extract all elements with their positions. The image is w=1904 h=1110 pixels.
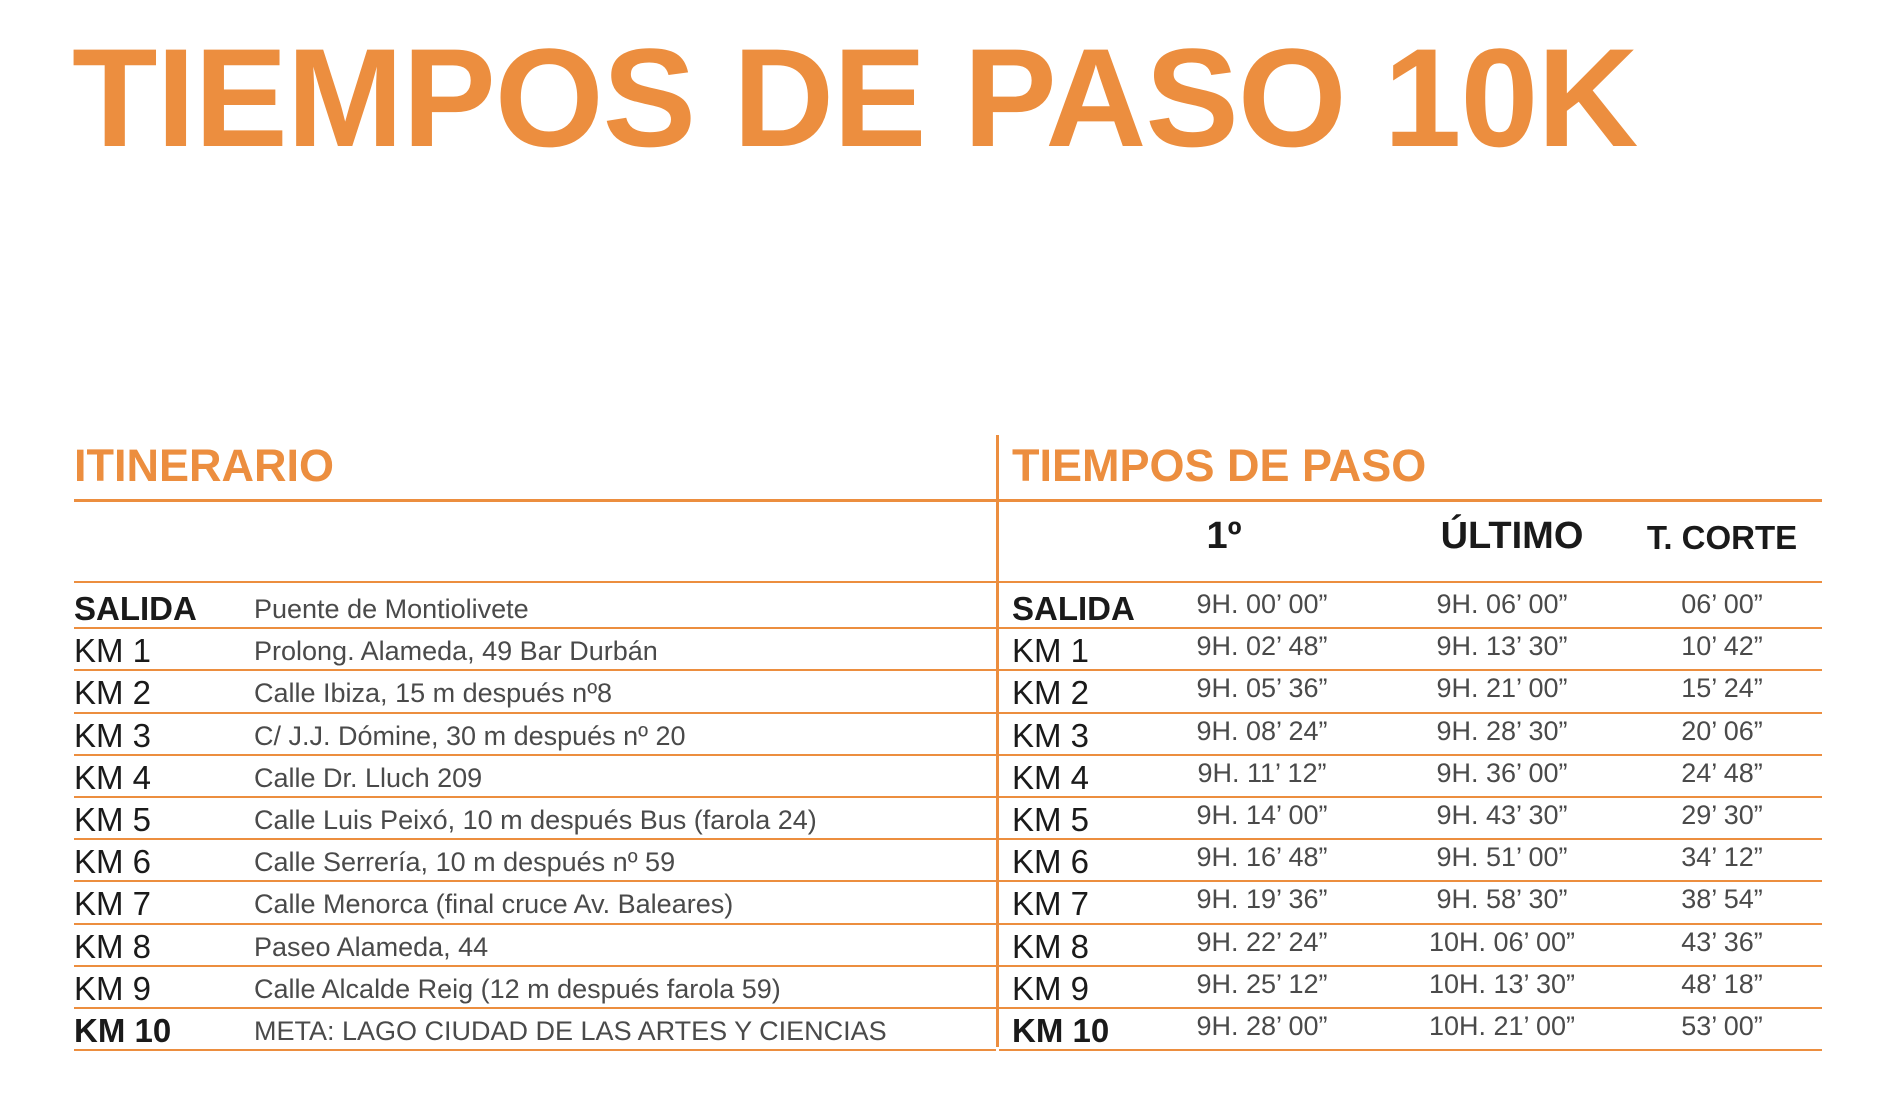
itinerario-row bbox=[74, 881, 996, 923]
tiempos-row bbox=[1012, 881, 1822, 923]
itinerario-row bbox=[74, 924, 996, 966]
tiempos-row bbox=[1012, 755, 1822, 797]
itinerario-location: Calle Menorca (final cruce Av. Baleares) bbox=[254, 889, 734, 920]
first-pass-time: 9H. 08’ 24” bbox=[1196, 715, 1328, 746]
itinerario-km-label: KM 6 bbox=[74, 843, 152, 881]
itinerario-km-label: KM 2 bbox=[74, 674, 152, 712]
itinerario-location: Puente de Montiolivete bbox=[254, 594, 529, 624]
cutoff-time: 34’ 12” bbox=[1681, 842, 1763, 873]
tiempos-row bbox=[1012, 839, 1822, 881]
itinerario-location: Prolong. Alameda, 49 Bar Durbán bbox=[254, 636, 658, 667]
itinerario-location: Calle Luis Peixó, 10 m después Bus (farola 24) bbox=[254, 805, 817, 835]
itinerario-location: Calle Ibiza, 15 m después nº8 bbox=[254, 678, 613, 709]
last-pass-time: 9H. 06’ 00” bbox=[1436, 589, 1568, 619]
itinerario-location: Calle Serrería, 10 m después nº 59 bbox=[254, 847, 676, 878]
itinerario-km-label: KM 1 bbox=[74, 632, 152, 670]
first-pass-time: 9H. 14’ 00” bbox=[1196, 800, 1328, 830]
tiempos-row bbox=[1012, 966, 1822, 1008]
itinerario-km-label: KM 4 bbox=[74, 758, 152, 796]
tiempos-km-label: KM 8 bbox=[1012, 927, 1090, 965]
row-divider bbox=[999, 1049, 1822, 1051]
tiempos-km-label: KM 6 bbox=[1012, 843, 1090, 881]
cutoff-time: 53’ 00” bbox=[1681, 1011, 1763, 1041]
column-header-last: ÚLTIMO bbox=[1440, 515, 1584, 557]
last-pass-time: 9H. 21’ 00” bbox=[1436, 673, 1568, 704]
first-pass-time: 9H. 00’ 00” bbox=[1196, 589, 1328, 619]
tiempos-km-label: KM 2 bbox=[1012, 674, 1090, 712]
column-header-cut: T. CORTE bbox=[1646, 519, 1798, 556]
last-pass-time: 9H. 28’ 30” bbox=[1436, 715, 1568, 746]
tiempos-heading: TIEMPOS DE PASO bbox=[1012, 440, 1427, 491]
itinerario-row bbox=[74, 755, 996, 797]
first-pass-time: 9H. 22’ 24” bbox=[1196, 926, 1328, 957]
itinerario-location: META: LAGO CIUDAD DE LAS ARTES Y CIENCIAS bbox=[254, 1016, 887, 1046]
tiempos-row bbox=[1012, 586, 1822, 628]
cutoff-time: 48’ 18” bbox=[1681, 968, 1763, 999]
tiempos-row bbox=[1012, 670, 1822, 712]
last-pass-time: 10H. 21’ 00” bbox=[1428, 1011, 1576, 1041]
last-pass-time: 9H. 58’ 30” bbox=[1436, 884, 1568, 915]
itinerario-km-label: KM 5 bbox=[74, 801, 152, 838]
tiempos-km-label: KM 3 bbox=[1012, 716, 1090, 754]
itinerario-row bbox=[74, 1008, 996, 1050]
cutoff-time: 29’ 30” bbox=[1681, 800, 1763, 830]
cutoff-time: 10’ 42” bbox=[1681, 631, 1763, 662]
cutoff-time: 24’ 48” bbox=[1681, 757, 1763, 788]
tiempos-km-label: KM 5 bbox=[1012, 801, 1090, 838]
tiempos-row bbox=[1012, 628, 1822, 670]
tiempos-km-label: SALIDA bbox=[1012, 590, 1135, 627]
first-pass-time: 9H. 19’ 36” bbox=[1196, 884, 1328, 915]
tiempos-km-label: KM 7 bbox=[1012, 885, 1090, 923]
first-pass-time: 9H. 16’ 48” bbox=[1196, 842, 1328, 873]
column-header-first: 1º bbox=[1206, 515, 1242, 557]
tiempos-km-label: KM 1 bbox=[1012, 632, 1090, 670]
tiempos-row bbox=[1012, 713, 1822, 755]
itinerario-location: Paseo Alameda, 44 bbox=[254, 931, 489, 962]
tiempos-row bbox=[1012, 924, 1822, 966]
itinerario-km-label: KM 9 bbox=[74, 969, 152, 1007]
itinerario-row bbox=[74, 670, 996, 712]
first-pass-time: 9H. 05’ 36” bbox=[1196, 673, 1328, 704]
cutoff-time: 38’ 54” bbox=[1681, 884, 1763, 915]
last-pass-time: 10H. 06’ 00” bbox=[1428, 926, 1576, 957]
itinerario-row bbox=[74, 628, 996, 670]
first-pass-time: 9H. 28’ 00” bbox=[1196, 1011, 1328, 1041]
time-table bbox=[74, 435, 1822, 1050]
itinerario-row bbox=[74, 966, 996, 1008]
first-pass-time: 9H. 25’ 12” bbox=[1196, 968, 1328, 999]
tiempos-row bbox=[1012, 1008, 1822, 1050]
first-pass-time: 9H. 11’ 12” bbox=[1197, 757, 1327, 788]
row-divider bbox=[74, 1049, 996, 1051]
itinerario-km-label: KM 3 bbox=[74, 716, 152, 754]
last-pass-time: 9H. 36’ 00” bbox=[1436, 757, 1568, 788]
tiempos-row bbox=[1012, 797, 1822, 839]
last-pass-time: 9H. 51’ 00” bbox=[1436, 842, 1568, 873]
last-pass-time: 9H. 43’ 30” bbox=[1436, 800, 1568, 830]
itinerario-location: C/ J.J. Dómine, 30 m después nº 20 bbox=[254, 720, 686, 751]
header-rule-right bbox=[999, 581, 1822, 583]
first-pass-time: 9H. 02’ 48” bbox=[1196, 631, 1328, 662]
cutoff-time: 15’ 24” bbox=[1681, 673, 1763, 704]
last-pass-time: 9H. 13’ 30” bbox=[1436, 631, 1568, 662]
itinerario-km-label: KM 8 bbox=[74, 927, 152, 965]
itinerario-location: Calle Alcalde Reig (12 m después farola 59) bbox=[254, 973, 781, 1004]
itinerario-km-label: SALIDA bbox=[74, 590, 197, 627]
cutoff-time: 43’ 36” bbox=[1681, 926, 1763, 957]
last-pass-time: 10H. 13’ 30” bbox=[1428, 968, 1576, 999]
page-title: TIEMPOS DE PASO 10K bbox=[72, 19, 1638, 176]
tiempos-km-label: KM 10 bbox=[1012, 1012, 1110, 1049]
tiempos-km-label: KM 4 bbox=[1012, 758, 1090, 796]
itinerario-heading: ITINERARIO bbox=[74, 440, 335, 491]
itinerario-row bbox=[74, 713, 996, 755]
section-divider bbox=[996, 435, 999, 1047]
itinerario-row bbox=[74, 586, 996, 628]
itinerario-row bbox=[74, 797, 996, 839]
header-rule-left bbox=[74, 581, 996, 583]
itinerario-row bbox=[74, 839, 996, 881]
heading-rule-right bbox=[999, 499, 1822, 502]
tiempos-km-label: KM 9 bbox=[1012, 969, 1090, 1007]
itinerario-location: Calle Dr. Lluch 209 bbox=[254, 762, 483, 793]
heading-rule-left bbox=[74, 499, 996, 502]
cutoff-time: 20’ 06” bbox=[1681, 715, 1763, 746]
itinerario-km-label: KM 7 bbox=[74, 885, 152, 923]
cutoff-time: 06’ 00” bbox=[1681, 589, 1763, 619]
itinerario-km-label: KM 10 bbox=[74, 1012, 172, 1049]
